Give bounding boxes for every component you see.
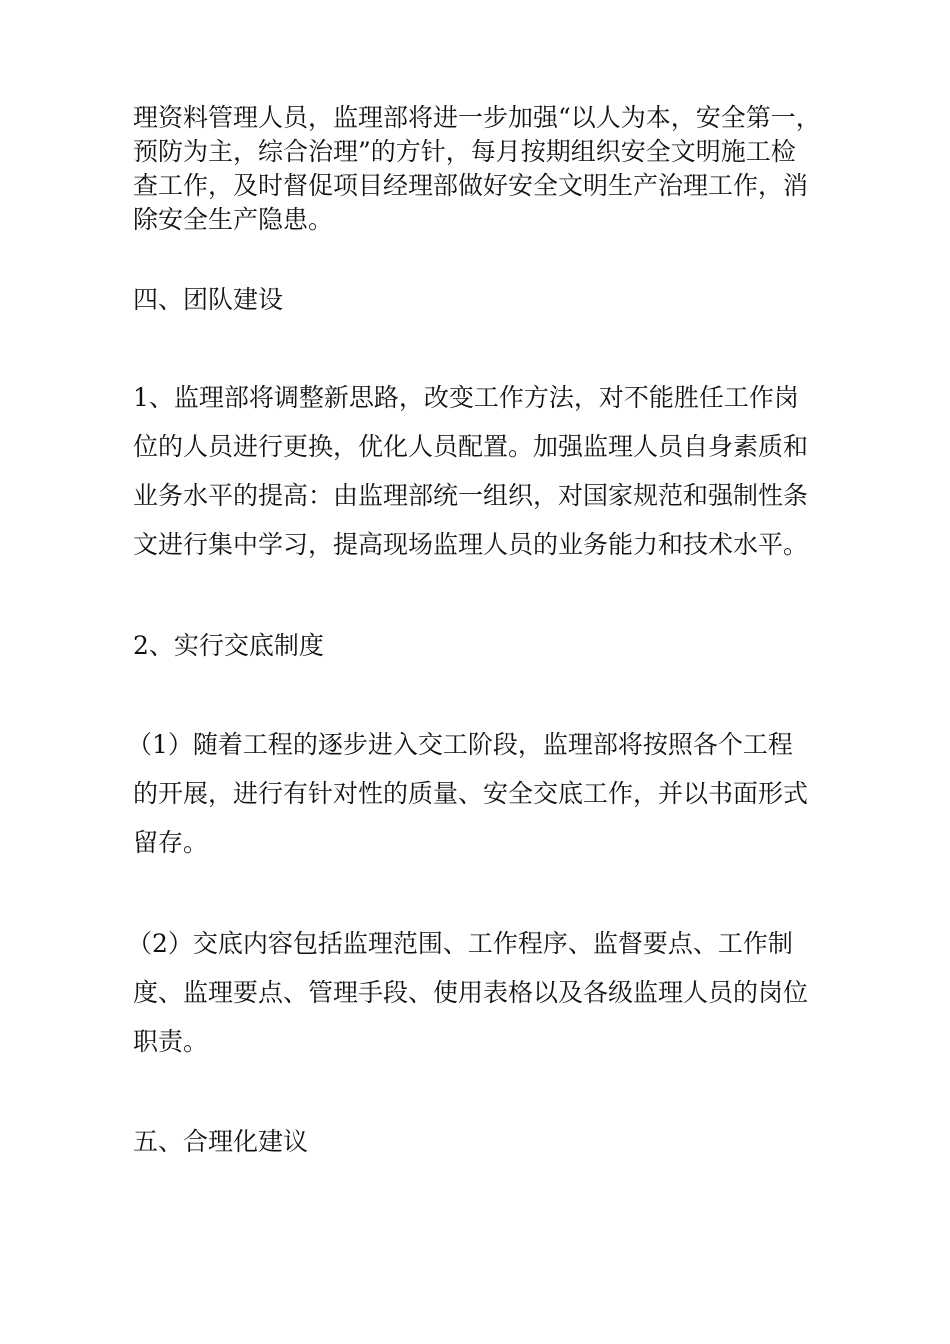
section-five-heading (133, 1117, 833, 1166)
sub-item-two-line-2: 度、监理要点、管理手段、使用表格以及各级监理人员的岗位 (133, 978, 809, 1007)
sub-item-two-line-1: （2）交底内容包括监理范围、工作程序、监督要点、工作制 (127, 929, 793, 958)
intro-line-1: 理资料管理人员，监理部将进一步加强“以人为本，安全第一， (133, 103, 821, 132)
section-five-heading-text: 五、合理化建议 (133, 1127, 309, 1156)
sub-item-two-paragraph (127, 919, 833, 1066)
sub-item-one-line-3: 留存。 (133, 828, 209, 857)
intro-line-3: 查工作，及时督促项目经理部做好安全文明生产治理工作，消 (133, 171, 809, 200)
item-two-heading (133, 621, 833, 670)
sub-item-one-paragraph (127, 720, 833, 867)
intro-paragraph (133, 101, 833, 237)
item-two-heading-text: 2、实行交底制度 (133, 631, 324, 660)
item-one-line-3: 业务水平的提高：由监理部统一组织，对国家规范和强制性条 (133, 481, 809, 510)
section-four-heading (133, 275, 833, 324)
intro-line-2: 预防为主，综合治理”的方针，每月按期组织安全文明施工检 (133, 137, 796, 166)
item-one-line-1: 1、监理部将调整新思路，改变工作方法，对不能胜任工作岗 (133, 383, 799, 412)
sub-item-one-line-2: 的开展，进行有针对性的质量、安全交底工作，并以书面形式 (133, 779, 809, 808)
section-four-heading-text: 四、团队建设 (133, 285, 284, 314)
sub-item-one-line-1: （1）随着工程的逐步进入交工阶段，监理部将按照各个工程 (127, 730, 793, 759)
item-one-line-4: 文进行集中学习，提高现场监理人员的业务能力和技术水平。 (133, 530, 809, 559)
sub-item-two-line-3: 职责。 (133, 1027, 209, 1056)
item-one-paragraph (133, 373, 833, 569)
item-one-line-2: 位的人员进行更换，优化人员配置。加强监理人员自身素质和 (133, 432, 809, 461)
intro-line-4: 除安全生产隐患。 (133, 205, 334, 234)
